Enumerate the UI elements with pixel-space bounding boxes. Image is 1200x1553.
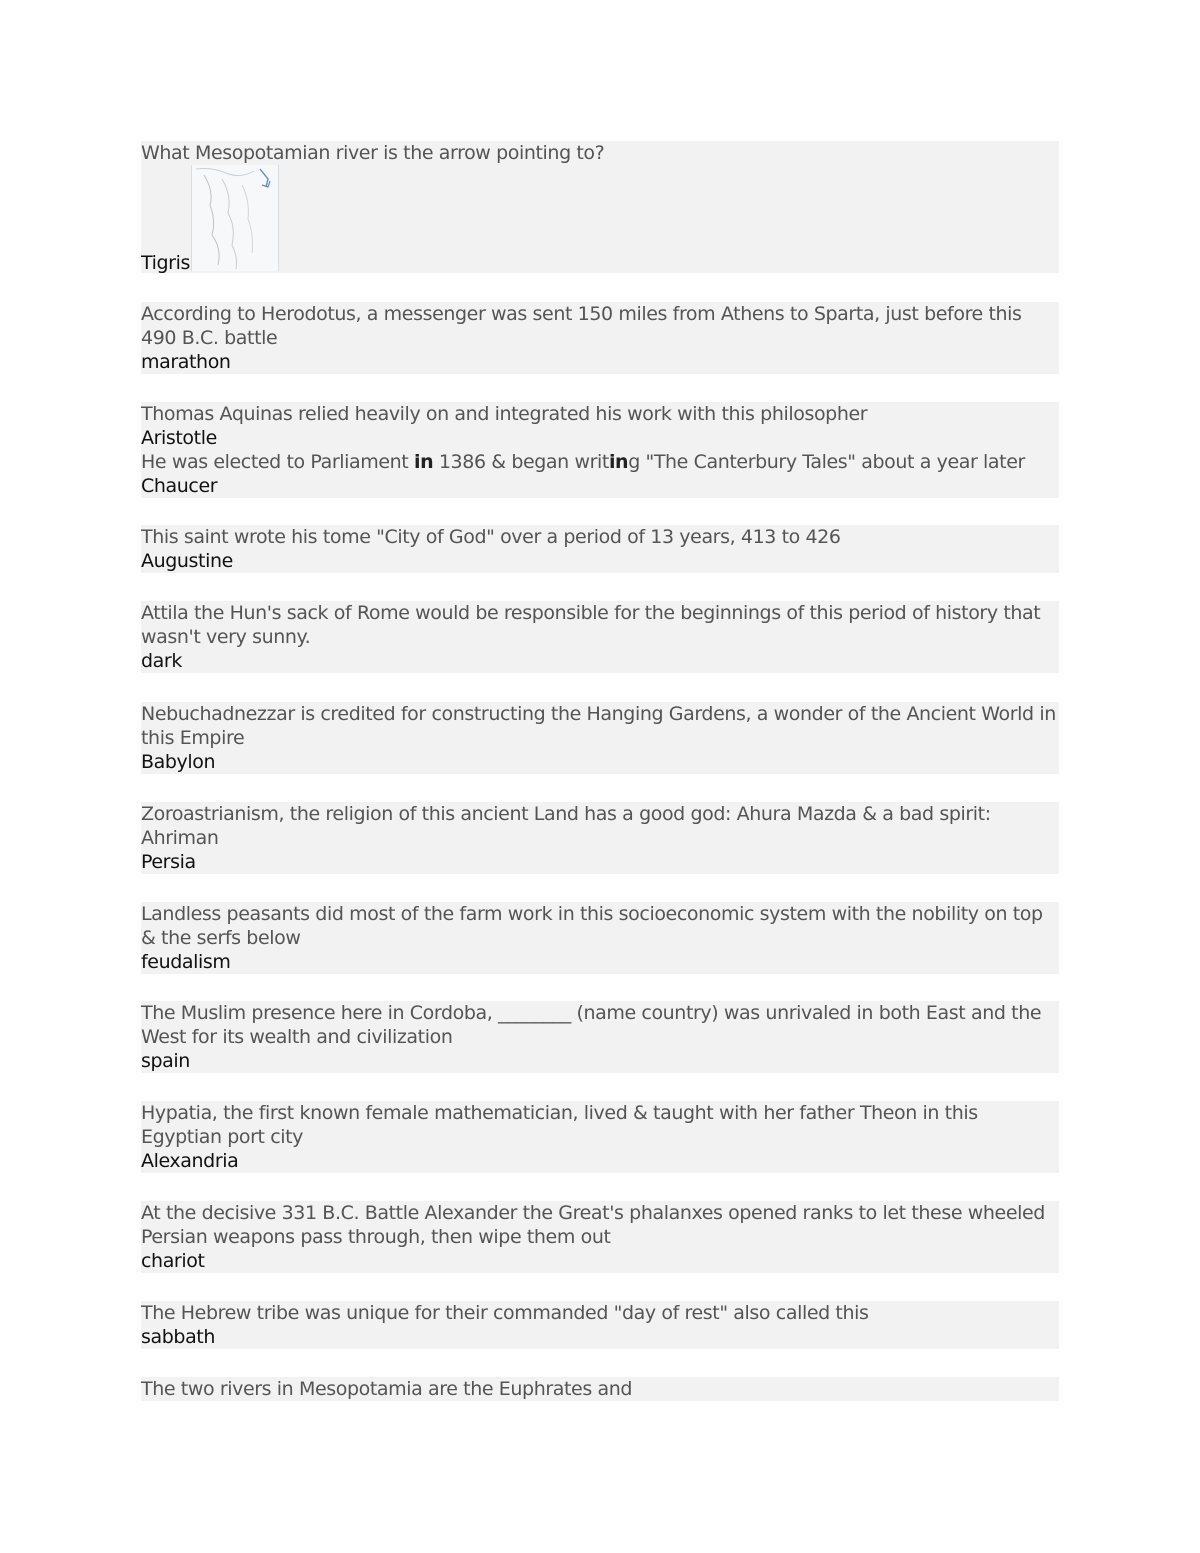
question-text: According to Herodotus, a messenger was sent 150 miles from Athens to Sparta, just before this 490 B.C. battle [141,303,1022,349]
flashcard [141,525,1059,573]
answer-text: dark [141,650,182,672]
flashcard [141,1201,1059,1273]
flashcard [141,902,1059,974]
question-text: Landless peasants did most of the farm work in this socioeconomic system with the nobility on top & the serfs below [141,903,1043,949]
flashcard [141,1001,1059,1073]
question-text: Zoroastrianism, the religion of this ancient Land has a good god: Ahura Mazda & a bad spirit: Ahriman [141,803,991,849]
flashcard [141,402,1059,498]
flashcard [141,302,1059,374]
question-text: The two rivers in Mesopotamia are the Euphrates and [141,1378,633,1400]
answer-text: Augustine [141,550,233,572]
flashcard [141,1101,1059,1173]
answer-text: marathon [141,351,231,373]
answer-text: Aristotle [141,427,217,449]
answer-text: Tigris [141,252,190,274]
question-text: Attila the Hun's sack of Rome would be responsible for the beginnings of this period of history that wasn't very sunny. [141,602,1041,648]
answer-text: Babylon [141,751,216,773]
question-text: Nebuchadnezzar is credited for constructing the Hanging Gardens, a wonder of the Ancient World in this Empire [141,703,1056,749]
answer-text: Chaucer [141,475,218,497]
flashcard [141,802,1059,874]
flashcard [141,1301,1059,1349]
question-text: The Muslim presence here in Cordoba, ________ (name country) was unrivaled in both East and the West for its wealth and civilization [141,1002,1042,1048]
question-text: The Hebrew tribe was unique for their commanded "day of rest" also called this [141,1302,869,1324]
flashcard [141,601,1059,673]
answer-text: Alexandria [141,1150,239,1172]
flashcard [141,141,1059,273]
question-text: What Mesopotamian river is the arrow pointing to? [141,142,605,164]
answer-text: sabbath [141,1326,215,1348]
flashcard [141,1377,1059,1401]
map-row [141,165,1059,273]
answer-text: spain [141,1050,190,1072]
answer-text: feudalism [141,951,231,973]
answer-text: chariot [141,1250,205,1272]
question-text: At the decisive 331 B.C. Battle Alexander the Great's phalanxes opened ranks to let these wheeled Persian weapons pass through, then wipe them out [141,1202,1045,1248]
flashcard [141,702,1059,774]
mesopotamia-map-icon [191,165,279,271]
question-text: He was elected to Parliament in 1386 & began writing "The Canterbury Tales" about a year later [141,451,1025,473]
question-text: Thomas Aquinas relied heavily on and integrated his work with this philosopher [141,403,868,425]
question-text: Hypatia, the first known female mathematician, lived & taught with her father Theon in this Egyptian port city [141,1102,978,1148]
question-text: This saint wrote his tome "City of God" over a period of 13 years, 413 to 426 [141,526,841,548]
answer-text: Persia [141,851,196,873]
